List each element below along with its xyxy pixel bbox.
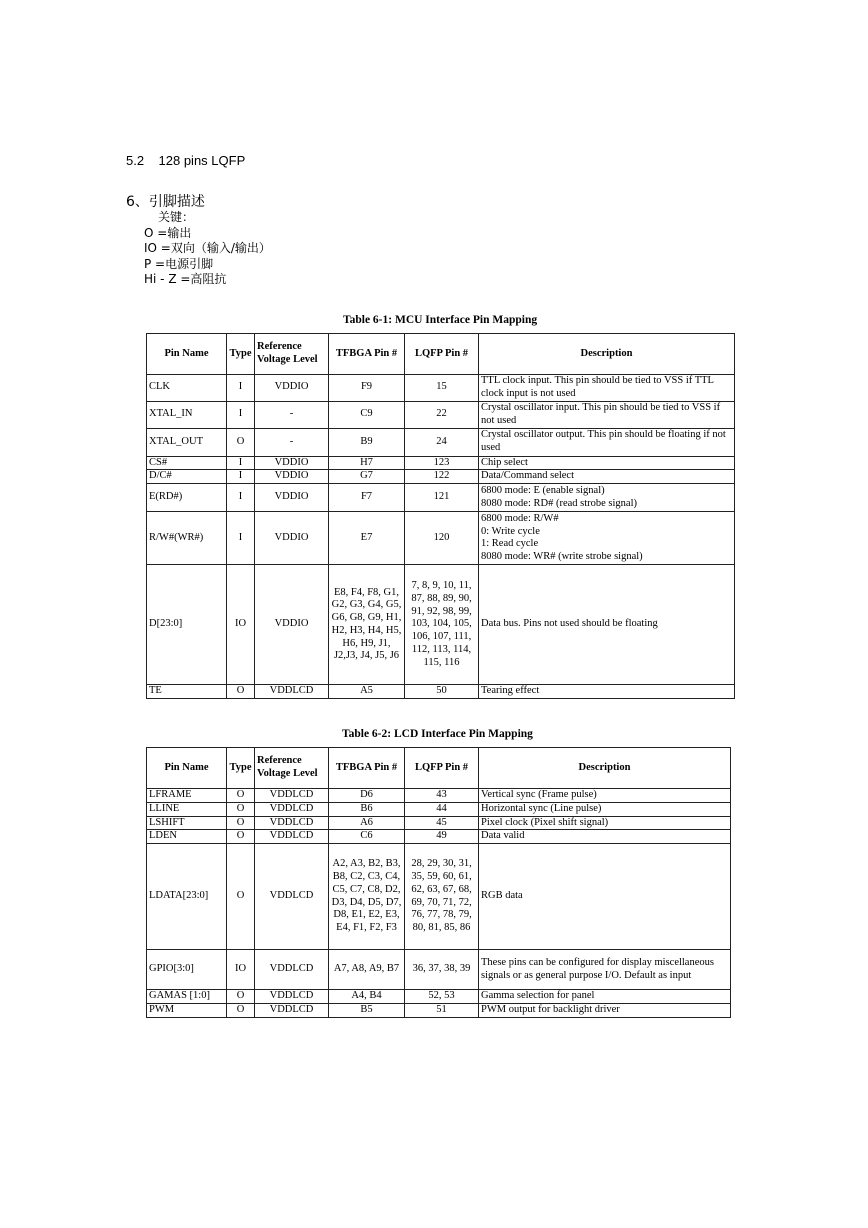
legend-item: IO =双向（输入/输出）: [144, 241, 271, 255]
header-pin-name: Pin Name: [147, 748, 227, 789]
type-cell: O: [227, 844, 255, 950]
tfbga-pin-cell: E7: [329, 512, 405, 565]
table-row: [147, 470, 735, 484]
reference-voltage-cell: -: [255, 401, 329, 428]
lqfp-pin-cell: 50: [405, 685, 479, 699]
pin-name-cell: CLK: [147, 375, 227, 402]
tfbga-pin-cell: A5: [329, 685, 405, 699]
legend-key-label: 关键：: [158, 210, 195, 224]
table-row: [147, 990, 731, 1004]
pin-name-cell: D[23:0]: [147, 565, 227, 685]
tfbga-pin-cell: F7: [329, 484, 405, 512]
reference-voltage-cell: VDDIO: [255, 484, 329, 512]
lqfp-pin-cell: 7, 8, 9, 10, 11, 87, 88, 89, 90, 91, 92, 98, 99, 103, 104, 105, 106, 107, 111, 112, 113, 114, 115, 116: [405, 565, 479, 685]
description-cell: These pins can be configured for display miscellaneous signals or as general purpose I/O. Default as input: [479, 950, 731, 990]
tfbga-pin-cell: B9: [329, 428, 405, 456]
description-cell: TTL clock input. This pin should be tied to VSS if TTL clock input is not used: [479, 375, 735, 402]
legend-item: Hi - Z =高阻抗: [144, 272, 227, 286]
tfbga-pin-cell: A2, A3, B2, B3, B8, C2, C3, C4, C5, C7, C8, D2, D3, D4, D5, D7, D8, E1, E2, E3, E4, F1, F2, F3: [329, 844, 405, 950]
description-cell: Horizontal sync (Line pulse): [479, 802, 731, 816]
header-pin-name: Pin Name: [147, 334, 227, 375]
description-cell: Crystal oscillator output. This pin should be floating if not used: [479, 428, 735, 456]
description-cell: 6800 mode: R/W# 0: Write cycle 1: Read cycle 8080 mode: WR# (write strobe signal): [479, 512, 735, 565]
pin-name-cell: LSHIFT: [147, 816, 227, 830]
type-cell: O: [227, 816, 255, 830]
type-cell: O: [227, 428, 255, 456]
type-cell: I: [227, 470, 255, 484]
description-cell: Crystal oscillator input. This pin should be tied to VSS if not used: [479, 401, 735, 428]
table-row: [147, 950, 731, 990]
table-row: [147, 685, 735, 699]
tfbga-pin-cell: C9: [329, 401, 405, 428]
lqfp-pin-cell: 45: [405, 816, 479, 830]
pin-name-cell: D/C#: [147, 470, 227, 484]
pin-name-cell: XTAL_OUT: [147, 428, 227, 456]
reference-voltage-cell: VDDIO: [255, 512, 329, 565]
lqfp-pin-cell: 121: [405, 484, 479, 512]
header-type: Type: [227, 334, 255, 375]
pin-name-cell: R/W#(WR#): [147, 512, 227, 565]
type-cell: I: [227, 375, 255, 402]
type-cell: O: [227, 990, 255, 1004]
reference-voltage-cell: VDDLCD: [255, 844, 329, 950]
lqfp-pin-cell: 43: [405, 789, 479, 803]
header-reference-voltage: Reference Voltage Level: [255, 748, 329, 789]
description-cell: Data valid: [479, 830, 731, 844]
type-cell: IO: [227, 950, 255, 990]
reference-voltage-cell: VDDLCD: [255, 950, 329, 990]
description-cell: 6800 mode: E (enable signal) 8080 mode: RD# (read strobe signal): [479, 484, 735, 512]
type-cell: O: [227, 1003, 255, 1017]
type-cell: I: [227, 484, 255, 512]
section-heading-5-2: 5.2 128 pins LQFP: [126, 153, 246, 168]
pin-name-cell: GPIO[3:0]: [147, 950, 227, 990]
type-cell: IO: [227, 565, 255, 685]
lqfp-pin-cell: 51: [405, 1003, 479, 1017]
pin-name-cell: TE: [147, 685, 227, 699]
description-cell: Tearing effect: [479, 685, 735, 699]
type-cell: O: [227, 802, 255, 816]
reference-voltage-cell: VDDIO: [255, 565, 329, 685]
lqfp-pin-cell: 24: [405, 428, 479, 456]
description-cell: Vertical sync (Frame pulse): [479, 789, 731, 803]
legend-item: P =电源引脚: [144, 256, 214, 271]
lqfp-pin-cell: 123: [405, 456, 479, 470]
description-cell: Gamma selection for panel: [479, 990, 731, 1004]
type-cell: I: [227, 456, 255, 470]
tfbga-pin-cell: C6: [329, 830, 405, 844]
type-cell: I: [227, 512, 255, 565]
table-row: [147, 401, 735, 428]
type-cell: O: [227, 685, 255, 699]
header-tfbga-pin: TFBGA Pin #: [329, 748, 405, 789]
tfbga-pin-cell: F9: [329, 375, 405, 402]
lcd-pin-mapping-table: [146, 747, 731, 1018]
description-cell: PWM output for backlight driver: [479, 1003, 731, 1017]
table-row: [147, 802, 731, 816]
lqfp-pin-cell: 22: [405, 401, 479, 428]
type-cell: O: [227, 789, 255, 803]
mcu-pin-mapping-table: [146, 333, 735, 699]
tfbga-pin-cell: D6: [329, 789, 405, 803]
pin-name-cell: LLINE: [147, 802, 227, 816]
reference-voltage-cell: VDDIO: [255, 470, 329, 484]
pin-name-cell: CS#: [147, 456, 227, 470]
pin-name-cell: XTAL_IN: [147, 401, 227, 428]
description-cell: Chip select: [479, 456, 735, 470]
tfbga-pin-cell: H7: [329, 456, 405, 470]
section-heading-6: 6、引脚描述: [126, 194, 205, 210]
reference-voltage-cell: VDDLCD: [255, 830, 329, 844]
reference-voltage-cell: VDDLCD: [255, 789, 329, 803]
description-cell: RGB data: [479, 844, 731, 950]
tfbga-pin-cell: A4, B4: [329, 990, 405, 1004]
header-tfbga-pin: TFBGA Pin #: [329, 334, 405, 375]
lqfp-pin-cell: 15: [405, 375, 479, 402]
table-row: [147, 830, 731, 844]
reference-voltage-cell: -: [255, 428, 329, 456]
lqfp-pin-cell: 120: [405, 512, 479, 565]
lqfp-pin-cell: 36, 37, 38, 39: [405, 950, 479, 990]
lqfp-pin-cell: 122: [405, 470, 479, 484]
description-cell: Data bus. Pins not used should be floating: [479, 565, 735, 685]
header-description: Description: [479, 334, 735, 375]
table-row: [147, 565, 735, 685]
table1-caption: Table 6-1: MCU Interface Pin Mapping: [343, 314, 538, 326]
reference-voltage-cell: VDDLCD: [255, 802, 329, 816]
tfbga-pin-cell: A6: [329, 816, 405, 830]
table-row: [147, 816, 731, 830]
legend-item: O =输出: [144, 225, 192, 240]
header-lqfp-pin: LQFP Pin #: [405, 748, 479, 789]
reference-voltage-cell: VDDLCD: [255, 816, 329, 830]
reference-voltage-cell: VDDIO: [255, 375, 329, 402]
table-row: [147, 1003, 731, 1017]
pin-name-cell: PWM: [147, 1003, 227, 1017]
description-cell: Data/Command select: [479, 470, 735, 484]
reference-voltage-cell: VDDLCD: [255, 990, 329, 1004]
lqfp-pin-cell: 52, 53: [405, 990, 479, 1004]
header-reference-voltage: Reference Voltage Level: [255, 334, 329, 375]
table-row: [147, 456, 735, 470]
description-cell: Pixel clock (Pixel shift signal): [479, 816, 731, 830]
pin-name-cell: GAMAS [1:0]: [147, 990, 227, 1004]
pin-name-cell: LDEN: [147, 830, 227, 844]
header-description: Description: [479, 748, 731, 789]
table-row: [147, 375, 735, 402]
header-lqfp-pin: LQFP Pin #: [405, 334, 479, 375]
table-row: [147, 512, 735, 565]
header-type: Type: [227, 748, 255, 789]
lqfp-pin-cell: 28, 29, 30, 31, 35, 59, 60, 61, 62, 63, 67, 68, 69, 70, 71, 72, 76, 77, 78, 79, 80, 81, 85, 86: [405, 844, 479, 950]
tfbga-pin-cell: E8, F4, F8, G1, G2, G3, G4, G5, G6, G8, G9, H1, H2, H3, H4, H5, H6, H9, J1, J2,J3, J4, J5, J6: [329, 565, 405, 685]
table2-caption: Table 6-2: LCD Interface Pin Mapping: [342, 728, 533, 740]
reference-voltage-cell: VDDIO: [255, 456, 329, 470]
table-row: [147, 428, 735, 456]
table-row: [147, 844, 731, 950]
tfbga-pin-cell: B6: [329, 802, 405, 816]
pin-type-legend: [144, 210, 271, 288]
tfbga-pin-cell: G7: [329, 470, 405, 484]
type-cell: I: [227, 401, 255, 428]
lqfp-pin-cell: 44: [405, 802, 479, 816]
type-cell: O: [227, 830, 255, 844]
table-row: [147, 789, 731, 803]
lqfp-pin-cell: 49: [405, 830, 479, 844]
table-row: [147, 484, 735, 512]
reference-voltage-cell: VDDLCD: [255, 685, 329, 699]
tfbga-pin-cell: A7, A8, A9, B7: [329, 950, 405, 990]
pin-name-cell: LDATA[23:0]: [147, 844, 227, 950]
pin-name-cell: LFRAME: [147, 789, 227, 803]
pin-name-cell: E(RD#): [147, 484, 227, 512]
tfbga-pin-cell: B5: [329, 1003, 405, 1017]
reference-voltage-cell: VDDLCD: [255, 1003, 329, 1017]
